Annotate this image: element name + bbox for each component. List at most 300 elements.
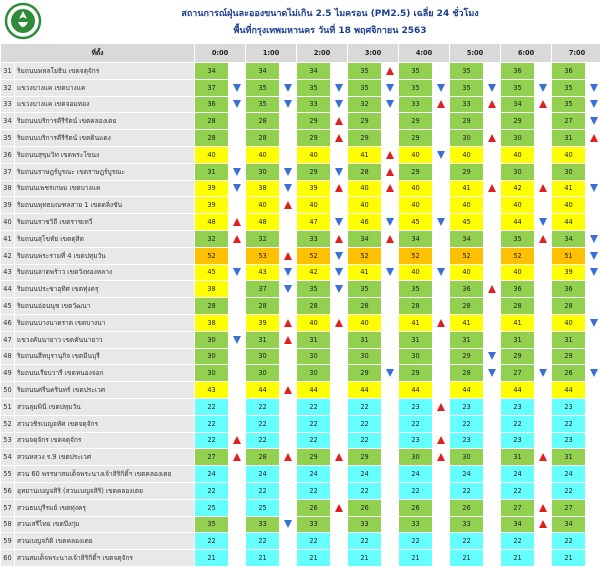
trend-down-icon <box>590 319 598 327</box>
table-row <box>1 415 600 432</box>
pm25-value: 40 <box>552 197 586 214</box>
trend-cell <box>280 382 297 399</box>
trend-down-icon <box>488 369 496 377</box>
trend-cell <box>535 550 552 567</box>
pm25-value: 35 <box>297 281 331 298</box>
trend-cell <box>433 398 450 415</box>
pm25-value: 22 <box>450 533 484 550</box>
pm25-value: 28 <box>246 449 280 466</box>
pm25-value: 34 <box>501 516 535 533</box>
trend-cell <box>535 365 552 382</box>
trend-cell <box>586 247 600 264</box>
pm25-value: 22 <box>195 398 229 415</box>
trend-cell <box>229 314 246 331</box>
pm25-value: 23 <box>450 432 484 449</box>
trend-cell <box>229 348 246 365</box>
pm25-value: 31 <box>501 331 535 348</box>
pm25-value: 35 <box>348 63 382 80</box>
pm25-value: 28 <box>399 298 433 315</box>
trend-down-icon <box>386 268 394 276</box>
row-number: 33 <box>1 96 15 113</box>
pm25-value: 23 <box>501 432 535 449</box>
location-name: ริมถนนสีหบุรานุกิจ เขตมีนบุรี <box>15 348 195 365</box>
bma-logo-icon <box>4 2 42 40</box>
trend-cell <box>433 449 450 466</box>
trend-cell <box>331 449 348 466</box>
trend-up-icon <box>233 235 241 243</box>
table-row <box>1 449 600 466</box>
trend-cell <box>484 533 501 550</box>
pm25-value: 39 <box>297 180 331 197</box>
trend-cell <box>535 331 552 348</box>
location-name: ริมถนนเรียบวารี เขตหนองจอก <box>15 365 195 382</box>
location-header: ที่ตั้ง <box>1 44 195 63</box>
pm25-value: 30 <box>552 163 586 180</box>
pm25-value: 34 <box>195 63 229 80</box>
trend-cell <box>484 146 501 163</box>
time-header: 3:00 <box>348 44 399 63</box>
pm25-value: 26 <box>399 499 433 516</box>
trend-up-icon <box>437 453 445 461</box>
trend-cell <box>586 533 600 550</box>
trend-down-icon <box>335 168 343 176</box>
trend-cell <box>280 281 297 298</box>
pm25-value: 40 <box>348 180 382 197</box>
trend-cell <box>433 146 450 163</box>
trend-up-icon <box>335 184 343 192</box>
pm25-value: 26 <box>450 499 484 516</box>
table-row <box>1 432 600 449</box>
pm25-value: 41 <box>552 180 586 197</box>
trend-cell <box>484 113 501 130</box>
row-number: 59 <box>1 533 15 550</box>
trend-up-icon <box>284 453 292 461</box>
pm25-value: 31 <box>348 331 382 348</box>
trend-cell <box>382 247 399 264</box>
pm25-value: 28 <box>195 298 229 315</box>
pm25-value: 26 <box>348 499 382 516</box>
page-title: สถานการณ์ฝุ่นละอองขนาดไม่เกิน 2.5 ไมครอน (PM2.5) เฉลี่ย 24 ชั่วโมง <box>110 6 550 20</box>
pm25-value: 44 <box>246 382 280 399</box>
trend-cell <box>382 533 399 550</box>
trend-down-icon <box>590 369 598 377</box>
pm25-value: 30 <box>195 331 229 348</box>
pm25-value: 53 <box>246 247 280 264</box>
trend-cell <box>586 264 600 281</box>
trend-cell <box>433 466 450 483</box>
trend-cell <box>382 79 399 96</box>
pm25-value: 40 <box>297 146 331 163</box>
trend-cell <box>586 432 600 449</box>
pm25-value: 35 <box>246 96 280 113</box>
trend-cell <box>586 214 600 231</box>
trend-cell <box>331 432 348 449</box>
location-name: ริมถนนราษฎร์บูรณะ เขตราษฎร์บูรณะ <box>15 163 195 180</box>
trend-cell <box>331 516 348 533</box>
trend-cell <box>331 247 348 264</box>
pm25-value: 34 <box>501 96 535 113</box>
pm25-value: 27 <box>195 449 229 466</box>
trend-cell <box>586 516 600 533</box>
pm25-value: 37 <box>246 281 280 298</box>
trend-cell <box>535 113 552 130</box>
pm25-value: 38 <box>246 180 280 197</box>
trend-cell <box>280 516 297 533</box>
pm25-value: 52 <box>297 247 331 264</box>
pm25-value: 30 <box>195 348 229 365</box>
trend-cell <box>280 214 297 231</box>
trend-cell <box>535 398 552 415</box>
trend-down-icon <box>335 218 343 226</box>
pm25-value: 31 <box>552 331 586 348</box>
trend-cell <box>484 180 501 197</box>
trend-cell <box>535 96 552 113</box>
pm25-value: 31 <box>297 331 331 348</box>
trend-down-icon <box>233 84 241 92</box>
trend-cell <box>586 314 600 331</box>
pm25-value: 35 <box>348 281 382 298</box>
pm25-value: 22 <box>501 415 535 432</box>
pm25-value: 31 <box>246 331 280 348</box>
row-number: 57 <box>1 499 15 516</box>
pm25-value: 30 <box>450 130 484 147</box>
pm25-value: 45 <box>195 264 229 281</box>
pm25-value: 28 <box>195 130 229 147</box>
trend-down-icon <box>590 268 598 276</box>
pm25-value: 24 <box>552 466 586 483</box>
row-number: 56 <box>1 482 15 499</box>
pm25-value: 24 <box>195 466 229 483</box>
trend-cell <box>280 247 297 264</box>
trend-cell <box>484 516 501 533</box>
trend-down-icon <box>590 184 598 192</box>
location-name: ริมถนนสุโขทัย เขตดุสิต <box>15 230 195 247</box>
pm25-value: 40 <box>195 146 229 163</box>
trend-cell <box>586 331 600 348</box>
pm25-value: 29 <box>552 348 586 365</box>
trend-cell <box>280 130 297 147</box>
pm25-value: 45 <box>450 214 484 231</box>
trend-up-icon <box>233 436 241 444</box>
trend-cell <box>433 96 450 113</box>
trend-cell <box>280 146 297 163</box>
row-number: 51 <box>1 398 15 415</box>
pm25-value: 40 <box>501 197 535 214</box>
trend-cell <box>484 449 501 466</box>
location-name: ริมถนนพหลโยธิน เขตจตุจักร <box>15 63 195 80</box>
pm25-value: 41 <box>348 146 382 163</box>
trend-cell <box>586 482 600 499</box>
trend-cell <box>331 499 348 516</box>
trend-cell <box>382 482 399 499</box>
location-name: ริมถนนเพชรเกษม เขตบางแค <box>15 180 195 197</box>
trend-cell <box>331 365 348 382</box>
trend-cell <box>535 533 552 550</box>
trend-cell <box>280 331 297 348</box>
pm25-value: 40 <box>246 197 280 214</box>
trend-cell <box>433 432 450 449</box>
trend-cell <box>535 163 552 180</box>
trend-down-icon <box>488 352 496 360</box>
trend-cell <box>229 214 246 231</box>
trend-cell <box>382 197 399 214</box>
trend-up-icon <box>539 453 547 461</box>
trend-cell <box>484 247 501 264</box>
trend-down-icon <box>284 184 292 192</box>
trend-down-icon <box>284 168 292 176</box>
trend-cell <box>331 130 348 147</box>
trend-down-icon <box>539 218 547 226</box>
pm25-value: 31 <box>399 331 433 348</box>
trend-up-icon <box>386 67 394 75</box>
trend-up-icon <box>488 134 496 142</box>
pm25-value: 22 <box>195 482 229 499</box>
trend-cell <box>280 415 297 432</box>
trend-up-icon <box>488 100 496 108</box>
table-header-row <box>1 44 600 63</box>
trend-cell <box>331 331 348 348</box>
pm25-value: 23 <box>399 398 433 415</box>
location-name: ริมถนนลาดพร้าว เขตวังทองหลาง <box>15 264 195 281</box>
trend-up-icon <box>539 100 547 108</box>
trend-cell <box>229 264 246 281</box>
table-row <box>1 331 600 348</box>
pm25-value: 40 <box>246 146 280 163</box>
trend-cell <box>280 63 297 80</box>
pm25-value: 41 <box>348 264 382 281</box>
pm25-value: 29 <box>297 163 331 180</box>
trend-cell <box>382 365 399 382</box>
pm25-value: 27 <box>501 365 535 382</box>
trend-cell <box>535 499 552 516</box>
trend-cell <box>229 197 246 214</box>
pm25-value: 22 <box>246 533 280 550</box>
trend-cell <box>433 63 450 80</box>
pm25-value: 33 <box>297 230 331 247</box>
pm25-value: 24 <box>297 466 331 483</box>
pm25-value: 31 <box>552 449 586 466</box>
pm25-value: 29 <box>348 449 382 466</box>
pm25-value: 35 <box>399 281 433 298</box>
row-number: 50 <box>1 382 15 399</box>
pm25-value: 45 <box>399 214 433 231</box>
trend-down-icon <box>284 285 292 293</box>
trend-cell <box>535 314 552 331</box>
trend-cell <box>229 163 246 180</box>
row-number: 41 <box>1 230 15 247</box>
table-row <box>1 398 600 415</box>
pm25-value: 28 <box>348 163 382 180</box>
trend-cell <box>586 348 600 365</box>
row-number: 52 <box>1 415 15 432</box>
pm25-value: 33 <box>399 96 433 113</box>
trend-up-icon <box>335 504 343 512</box>
trend-down-icon <box>335 285 343 293</box>
trend-up-icon <box>437 319 445 327</box>
pm25-value: 40 <box>399 180 433 197</box>
table-body <box>1 63 600 567</box>
pm25-value: 44 <box>450 382 484 399</box>
trend-cell <box>535 230 552 247</box>
pm25-value: 29 <box>450 163 484 180</box>
trend-cell <box>229 146 246 163</box>
trend-down-icon <box>233 336 241 344</box>
trend-cell <box>331 264 348 281</box>
trend-cell <box>535 482 552 499</box>
trend-cell <box>331 180 348 197</box>
table-row <box>1 113 600 130</box>
trend-cell <box>280 499 297 516</box>
pm25-value: 24 <box>246 466 280 483</box>
pm25-value: 35 <box>297 79 331 96</box>
trend-cell <box>433 281 450 298</box>
trend-cell <box>280 197 297 214</box>
pm25-value: 22 <box>297 482 331 499</box>
pm25-value: 44 <box>348 382 382 399</box>
trend-cell <box>229 298 246 315</box>
trend-up-icon <box>233 218 241 226</box>
trend-up-icon <box>386 151 394 159</box>
trend-cell <box>586 130 600 147</box>
trend-up-icon <box>335 134 343 142</box>
pm25-value: 22 <box>348 482 382 499</box>
trend-cell <box>382 146 399 163</box>
trend-down-icon <box>539 369 547 377</box>
row-number: 48 <box>1 348 15 365</box>
trend-cell <box>331 533 348 550</box>
location-name: สวนเบญจกิติ เขตคลองเตย <box>15 533 195 550</box>
row-number: 35 <box>1 130 15 147</box>
trend-down-icon <box>233 100 241 108</box>
trend-cell <box>382 382 399 399</box>
location-name: สวนสมเด็จพระนางเจ้าสิริกิติ์ฯ เขตจตุจักร <box>15 550 195 567</box>
trend-cell <box>229 382 246 399</box>
pm25-value: 22 <box>297 432 331 449</box>
pm25-value: 40 <box>297 314 331 331</box>
trend-cell <box>586 298 600 315</box>
location-name: แขวงบางแค เขตจอมทอง <box>15 96 195 113</box>
trend-cell <box>331 550 348 567</box>
trend-cell <box>484 499 501 516</box>
pm25-value: 22 <box>195 533 229 550</box>
trend-cell <box>535 298 552 315</box>
location-name: อุทยานเบญจสิริ (สวนเบญจสิริ) เขตคลองเตย <box>15 482 195 499</box>
pm25-value: 33 <box>297 96 331 113</box>
trend-cell <box>433 298 450 315</box>
trend-cell <box>586 180 600 197</box>
table-row <box>1 180 600 197</box>
location-name: สวนหลวง ร.9 เขตประเวศ <box>15 449 195 466</box>
location-name: ริมถนนพระรามที่ 4 เขตปทุมวัน <box>15 247 195 264</box>
pm25-value: 22 <box>246 415 280 432</box>
trend-down-icon <box>335 268 343 276</box>
table-row <box>1 298 600 315</box>
trend-cell <box>484 281 501 298</box>
trend-cell <box>535 348 552 365</box>
trend-cell <box>331 398 348 415</box>
pm25-value: 32 <box>348 96 382 113</box>
trend-cell <box>331 230 348 247</box>
trend-cell <box>382 113 399 130</box>
trend-down-icon <box>590 100 598 108</box>
trend-down-icon <box>233 268 241 276</box>
trend-cell <box>484 415 501 432</box>
trend-cell <box>433 247 450 264</box>
pm25-value: 30 <box>450 449 484 466</box>
pm25-value: 23 <box>552 432 586 449</box>
trend-cell <box>433 499 450 516</box>
pm25-value: 35 <box>450 79 484 96</box>
pm25-value: 21 <box>297 550 331 567</box>
location-name: สวนลุมพินี เขตปทุมวัน <box>15 398 195 415</box>
pm25-value: 42 <box>297 264 331 281</box>
pm25-value: 22 <box>348 415 382 432</box>
trend-cell <box>586 113 600 130</box>
trend-cell <box>535 516 552 533</box>
pm25-value: 40 <box>399 264 433 281</box>
pm25-value: 34 <box>399 230 433 247</box>
trend-down-icon <box>590 117 598 125</box>
pm25-value: 22 <box>246 432 280 449</box>
trend-down-icon <box>284 520 292 528</box>
trend-cell <box>280 264 297 281</box>
trend-cell <box>484 482 501 499</box>
trend-cell <box>433 180 450 197</box>
pm25-value: 22 <box>552 533 586 550</box>
pm25-value: 21 <box>450 550 484 567</box>
trend-cell <box>229 499 246 516</box>
pm25-value: 35 <box>195 516 229 533</box>
trend-down-icon <box>284 100 292 108</box>
pm25-value: 30 <box>399 348 433 365</box>
location-name: ริมถนนบางนาตราด เขตบางนา <box>15 314 195 331</box>
trend-up-icon <box>386 168 394 176</box>
table-row <box>1 96 600 113</box>
trend-cell <box>484 79 501 96</box>
trend-cell <box>382 449 399 466</box>
pm25-value: 21 <box>399 550 433 567</box>
trend-down-icon <box>233 168 241 176</box>
page-subtitle: พื้นที่กรุงเทพมหานคร วันที่ 18 พฤศจิกายน 2563 <box>110 23 550 37</box>
trend-cell <box>484 96 501 113</box>
pm25-value: 29 <box>399 365 433 382</box>
trend-cell <box>484 298 501 315</box>
pm25-value: 29 <box>348 365 382 382</box>
pm25-value: 29 <box>297 130 331 147</box>
trend-cell <box>586 415 600 432</box>
trend-cell <box>484 382 501 399</box>
pm25-value: 30 <box>246 348 280 365</box>
table-row <box>1 382 600 399</box>
time-header: 7:00 <box>552 44 600 63</box>
time-header: 5:00 <box>450 44 501 63</box>
trend-cell <box>331 79 348 96</box>
trend-cell <box>484 331 501 348</box>
pm25-value: 22 <box>246 482 280 499</box>
trend-cell <box>280 466 297 483</box>
trend-cell <box>382 348 399 365</box>
trend-cell <box>586 230 600 247</box>
pm25-value: 29 <box>501 113 535 130</box>
pm25-value: 22 <box>450 482 484 499</box>
trend-cell <box>331 415 348 432</box>
pm25-value: 31 <box>195 163 229 180</box>
pm25-value: 44 <box>297 382 331 399</box>
trend-cell <box>484 550 501 567</box>
pm25-value: 29 <box>450 113 484 130</box>
trend-cell <box>382 432 399 449</box>
trend-cell <box>484 466 501 483</box>
